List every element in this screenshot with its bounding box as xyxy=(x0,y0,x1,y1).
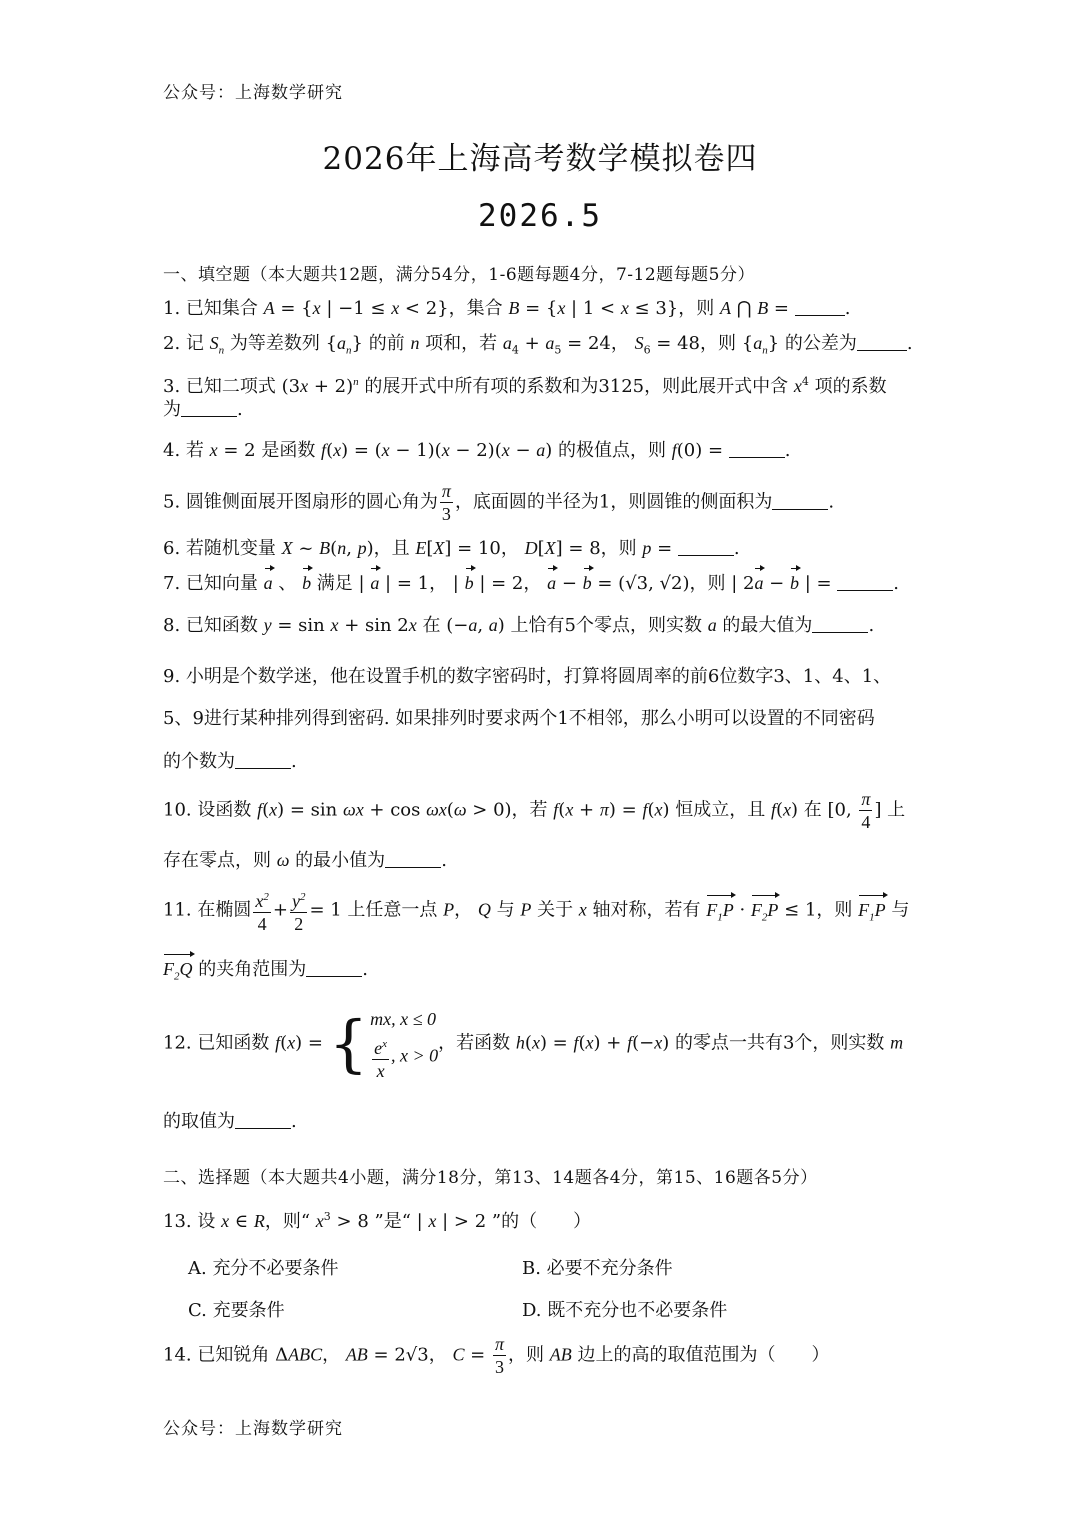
q13-option-d: D. 既不充分也不必要条件 xyxy=(522,1300,728,1321)
section-heading-fill-in: 一、填空题（本大题共12题，满分54分，1-6题每题4分，7-12题每题5分） xyxy=(163,265,755,285)
question-6: 6. 若随机变量 X ~ B(n, p)，且 E[X] = 10， D[X] = 8，则 p = . xyxy=(163,538,740,559)
question-14: 14. 已知锐角 ΔABC， AB = 2√3， C = $\frac{\pi}{3}$ ，则 AB 边上的高的取值范围为（ ） xyxy=(163,1334,830,1377)
question-9-cont-2: 的个数为 . xyxy=(163,751,297,772)
page-date: 2026.5 xyxy=(478,198,602,234)
question-10-cont: 存在零点，则 ω 的最小值为 . xyxy=(163,850,447,871)
question-3: 3. 已知二项式 $(3x + 2)^n$ 的展开式中所有项的系数和为3125，则此展开式中含 $x^4$ 项的系数 xyxy=(163,375,887,397)
question-2: 2. 记 $S_n$ 为等差数列 $\{a_n\}$ 的前 n 项和，若 $a_4 + a_5 = 24$， $S_6 = 48$，则 $\{a_n\}$ 的公差为 . xyxy=(163,333,913,357)
question-5: 5. 圆锥侧面展开图扇形的圆心角为 $\frac{\pi}{3}$ ，底面圆的半径为1，则圆锥的侧面积为 . xyxy=(163,481,835,524)
question-12: 12. 已知函数 f(x) = { mx, x ≤ 0 $\frac{e^x}{x}$ , x > 0 ，若函数 h(x) = f(x) + f(−x) 的零点一共有3个，则实数 m xyxy=(163,1006,904,1081)
question-7: 7. 已知向量 a 、 b 满足 | a | = 1， | b | = 2， a − b = (√3, √2)，则 | 2a − b | = . xyxy=(163,568,923,596)
question-8: 8. 已知函数 y = sin x + sin 2x 在 (−a, a) 上恰有5个零点，则实数 a 的最大值为 . xyxy=(163,615,875,636)
q13-option-c: C. 充要条件 xyxy=(188,1300,285,1321)
question-13: 13. 设 x ∈ R，则“ $x^3 > 8$ ”是“ | x | > 2 ”的（ ） xyxy=(163,1210,592,1232)
question-1: 1. 已知集合 A = {x | −1 ≤ x < 2}，集合 B = {x | 1 < x ≤ 3}，则 A ⋂ B = . xyxy=(163,298,851,319)
header-label: 公众号：上海数学研究 xyxy=(163,83,343,103)
question-11: 11. 在椭圆 $\frac{x^2}{4}$ + $\frac{y^2}{2}$ = 1 上任意一点 P， Q 与 P 关于 x 轴对称，若有 $F_1P \cdot F_2P \le 1$，则 $F_1P$ 与 xyxy=(163,886,923,935)
question-11-cont: $F_2Q$ 的夹角范围为 . xyxy=(163,954,923,989)
question-9: 9. 小明是个数学迷，他在设置手机的数字密码时，打算将圆周率的前6位数字3、1、4、1、 xyxy=(163,666,892,687)
question-10: 10. 设函数 f(x) = sin ωx + cos ωx(ω > 0)，若 f(x + π) = f(x) 恒成立，且 f(x) 在 [0, $\frac{\pi}{4}$ ] 上 xyxy=(163,789,906,832)
question-12-cont: 的取值为 . xyxy=(163,1111,297,1132)
question-3-cont: 为 . xyxy=(163,399,243,420)
q13-option-a: A. 充分不必要条件 xyxy=(188,1258,339,1279)
page-title: 2026年上海高考数学模拟卷四 xyxy=(322,141,758,177)
footer-label: 公众号：上海数学研究 xyxy=(163,1419,343,1439)
question-9-cont-1: 5、9进行某种排列得到密码. 如果排列时要求两个1不相邻，那么小明可以设置的不同密码 xyxy=(163,708,875,729)
section-heading-multiple-choice: 二、选择题（本大题共4小题，满分18分，第13、14题各4分，第15、16题各5分） xyxy=(163,1168,818,1188)
question-4: 4. 若 x = 2 是函数 f(x) = (x − 1)(x − 2)(x − a) 的极值点，则 f(0) = . xyxy=(163,440,791,461)
q13-option-b: B. 必要不充分条件 xyxy=(522,1258,673,1279)
